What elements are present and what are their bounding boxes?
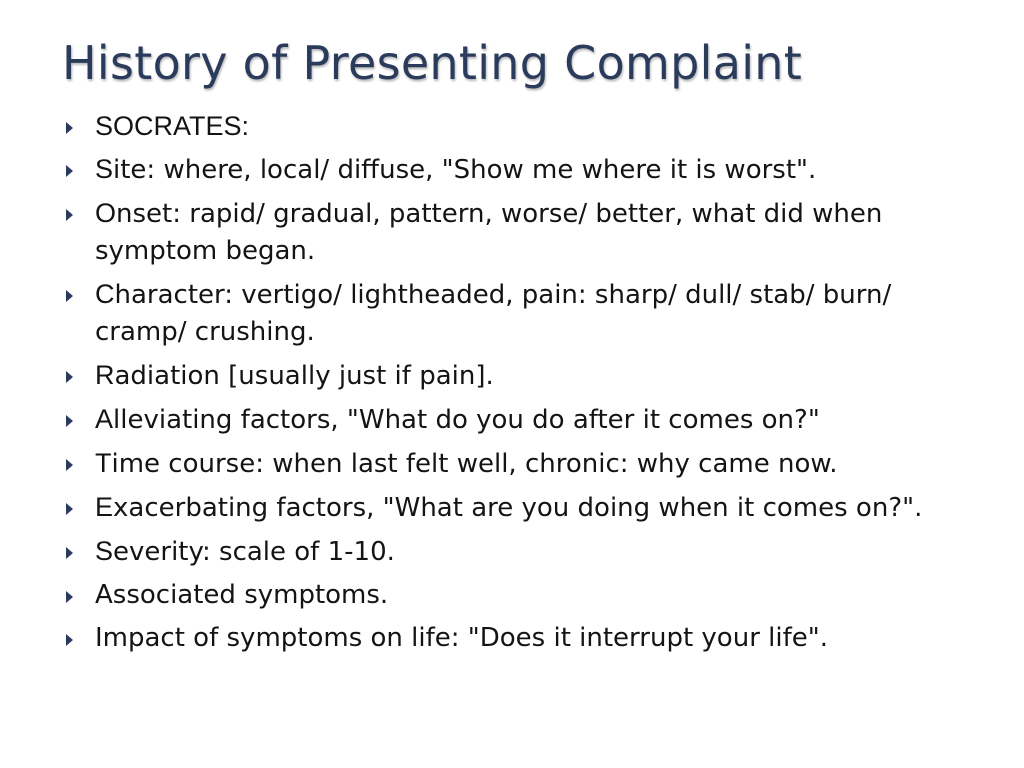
bullet-item-time-course — [62, 445, 962, 483]
bullet-list — [62, 108, 962, 663]
triangle-bullet-icon — [66, 165, 73, 177]
bullet-text: lleviating factors, "What do you do after it comes on?" — [113, 405, 820, 435]
triangle-bullet-icon — [66, 415, 73, 427]
triangle-bullet-icon — [66, 122, 73, 134]
slide-title: History of Presenting Complaint — [62, 36, 803, 90]
bullet-lead-letter: C — [95, 279, 115, 309]
bullet-item-radiation — [62, 357, 962, 395]
bullet-item-site — [62, 151, 962, 189]
bullet-item-character — [62, 276, 962, 351]
bullet-text: ime course: when last felt well, chronic: why came now. — [111, 449, 838, 479]
bullet-text: Impact of symptoms on life: "Does it interrupt your life". — [95, 623, 828, 653]
bullet-lead-letter: O — [95, 198, 117, 228]
triangle-bullet-icon — [66, 459, 73, 471]
triangle-bullet-icon — [66, 209, 73, 221]
bullet-lead-letter: R — [95, 360, 115, 390]
bullet-item-associated — [62, 577, 962, 614]
bullet-text: SOCRATES: — [95, 111, 250, 141]
bullet-text: ite: where, local/ diffuse, "Show me where it is worst". — [113, 155, 817, 185]
triangle-bullet-icon — [66, 591, 73, 603]
triangle-bullet-icon — [66, 290, 73, 302]
triangle-bullet-icon — [66, 547, 73, 559]
bullet-text: adiation [usually just if pain]. — [114, 361, 494, 391]
bullet-lead-letter: E — [95, 492, 114, 522]
bullet-lead-letter: A — [95, 404, 114, 434]
bullet-lead-letter: S — [95, 154, 114, 184]
bullet-item-exacerbating — [62, 489, 962, 527]
bullet-text: haracter: vertigo/ lightheaded, pain: sharp/ dull/ stab/ burn/ cramp/ crushing. — [95, 280, 892, 347]
bullet-text: xacerbating factors, "What are you doing when it comes on?". — [113, 493, 923, 523]
bullet-item-onset — [62, 195, 962, 270]
bullet-text: nset: rapid/ gradual, pattern, worse/ better, what did when symptom began. — [95, 199, 883, 266]
bullet-lead-letter: S — [95, 536, 114, 566]
bullet-item-alleviating — [62, 401, 962, 439]
bullet-lead-letter: T — [95, 448, 112, 478]
bullet-item-socrates — [62, 108, 962, 145]
bullet-text: Associated symptoms. — [95, 580, 389, 610]
bullet-item-impact — [62, 620, 962, 657]
bullet-item-severity — [62, 533, 962, 571]
bullet-text: everity: scale of 1-10. — [113, 537, 395, 567]
triangle-bullet-icon — [66, 634, 73, 646]
triangle-bullet-icon — [66, 503, 73, 515]
triangle-bullet-icon — [66, 371, 73, 383]
